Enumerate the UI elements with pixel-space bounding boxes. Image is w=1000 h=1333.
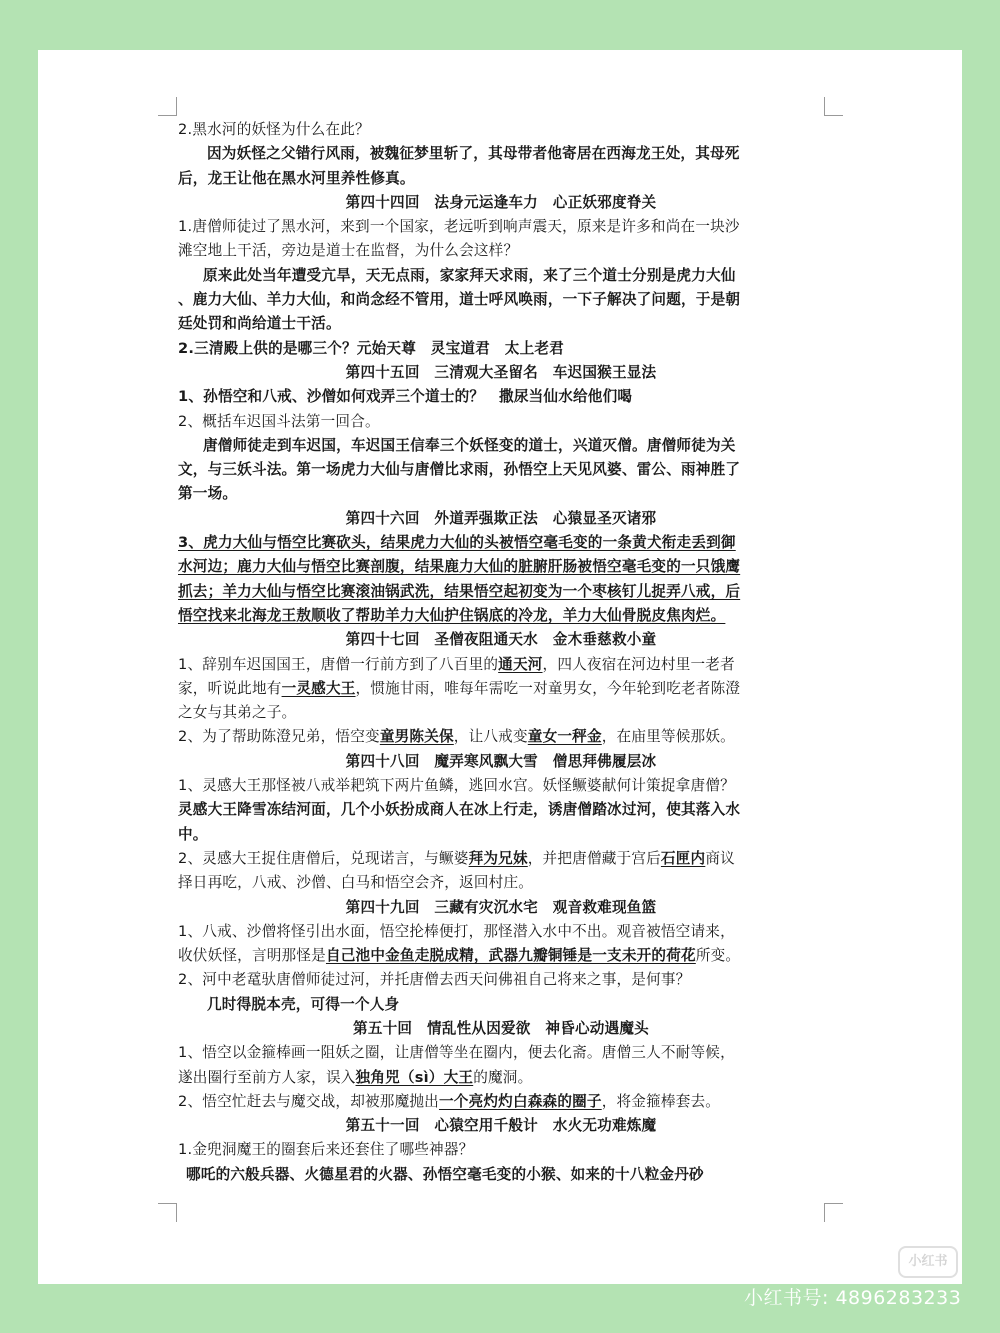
keyword: 童女一秤金 [527,728,602,746]
paragraph-line: 1、八戒、沙僧将怪引出水面，悟空抡棒便打，那怪潜入水中不出。观音被悟空请来， [178,922,735,940]
answer: 文，与三妖斗法。第一场虎力大仙与唐僧比求雨，孙悟空上天见风婆、雷公、雨神胜了 [178,461,741,479]
paragraph-line: 2、悟空忙赶去与魔交战，却被那魔抛出一个亮灼灼白森森的圈子，将金箍棒套去。 [178,1092,721,1110]
chapter-heading: 第四十四回 法身元运逢车力 心正妖邪度脊关 [345,193,657,211]
answer-underlined: 抓去；羊力大仙与悟空比赛滚油锅武洗，结果悟空起初变为一个枣核钉儿捉弄八戒，后 [178,582,741,600]
chapter-heading: 第四十五回 三清观大圣留名 车迟国猴王显法 [345,363,657,381]
answer: 廷处罚和尚给道士干活。 [178,315,341,333]
answer: 灵感大王降雪冻结河面，几个小妖扮成商人在冰上行走，诱唐僧踏冰过河，使其落入水 [178,801,741,819]
question-answer: 2.三清殿上供的是哪三个？元始天尊 灵宝道君 太上老君 [178,339,564,357]
chapter-heading: 第五十一回 心猿空用千般计 水火无功难炼魔 [345,1117,657,1135]
answer: 后，龙王让他在黑水河里养性修真。 [178,169,415,187]
question: 1.唐僧师徒过了黑水河，来到一个国家，老远听到响声震天，原来是许多和尚在一块沙 [178,218,740,236]
answer-underlined: 悟空找来北海龙王敖顺收了帮助羊力大仙护住锅底的冷龙，羊力大仙骨脱皮焦肉烂。 [178,606,726,624]
question: 2.黑水河的妖怪为什么在此？ [178,121,370,138]
answer: 哪吒的六般兵器、火德星君的火器、孙悟空毫毛变的小猴、如来的十八粒金丹砂 [186,1165,704,1183]
paragraph-line: 遂出圈行至前方人家，误入独角兕（sì）大王的魔洞。 [178,1068,533,1086]
chapter-heading: 第四十六回 外道弄强欺正法 心猿显圣灭诸邪 [345,509,657,527]
chapter-heading: 第五十回 情乱性从因爱欲 神昏心动遇魔头 [353,1019,649,1037]
paragraph-line: 1、辞别车迟国国王，唐僧一行前方到了八百里的通天河，四人夜宿在河边村里一老者 [178,655,735,673]
keyword: 一灵感大王 [281,679,356,697]
paragraph-line: 家，听说此地有一灵感大王，惯施甘雨，唯每年需吃一对童男女，今年轮到吃老者陈澄 [178,679,741,697]
paragraph-line: 1、悟空以金箍棒画一阻妖之圈，让唐僧等坐在圈内，便去化斋。唐僧三人不耐等候， [178,1044,735,1062]
keyword: 通天河 [498,655,543,673]
keyword: 自己池中金鱼走脱成精，武器九瓣铜锤是一支未开的荷花 [325,947,696,965]
keyword: 拜为兄妹 [468,849,528,867]
answer: 几时得脱本壳，可得一个人身 [207,995,400,1013]
paragraph-line: 择日再吃，八戒、沙僧、白马和悟空会齐，返回村庄。 [178,874,534,892]
answer: 唐僧师徒走到车迟国，车迟国王信奉三个妖怪变的道士，兴道灭僧。唐僧师徒为关 [203,436,736,454]
answer: 、鹿力大仙、羊力大仙，和尚念经不管用，道士呼风唤雨，一下子解决了问题，于是朝 [178,291,741,309]
question: 滩空地上干活，旁边是道士在监督，为什么会这样？ [178,242,519,260]
keyword: 独角兕（sì）大王 [355,1068,474,1086]
document-body [178,118,824,1187]
answer-underlined: 水河边；鹿力大仙与悟空比赛剖腹，结果鹿力大仙的脏腑肝肠被悟空毫毛变的一只饿鹰 [178,558,741,576]
crop-mark-top-left [158,97,177,116]
crop-mark-top-right [824,97,843,116]
keyword: 童男陈关保 [379,728,454,746]
question: 1、灵感大王那怪被八戒举耙筑下两片鱼鳞，逃回水宫。妖怪鳜婆献何计策捉拿唐僧？ [178,777,735,795]
answer-underlined: 3、虎力大仙与悟空比赛砍头，结果虎力大仙的头被悟空毫毛变的一条黄犬衔走丢到御 [178,534,736,552]
question: 2、概括车迟国斗法第一回合。 [178,412,380,430]
answer: 原来此处当年遭受亢旱，天无点雨，家家拜天求雨，来了三个道士分别是虎力大仙 [203,266,736,284]
answer: 因为妖怪之父错行风雨，被魏征梦里斩了，其母带者他寄居在西海龙王处，其母死 [207,145,740,163]
chapter-heading: 第四十九回 三藏有灾沉水宅 观音救难现鱼篮 [345,898,657,916]
paragraph-line: 2、灵感大王捉住唐僧后，兑现诺言，与鳜婆拜为兄妹，并把唐僧藏于宫后石匣内商议 [178,849,735,867]
chapter-heading: 第四十七回 圣僧夜阻通天水 金木垂慈救小童 [345,631,657,649]
question: 1.金兜洞魔王的圈套后来还套住了哪些神器？ [178,1141,474,1159]
paragraph-line: 之女与其弟之子。 [178,704,297,722]
crop-mark-bottom-left [158,1203,177,1222]
keyword: 石匣内 [660,849,706,867]
paragraph-line: 2、为了帮助陈澄兄弟，悟空变童男陈关保，让八戒变童女一秤金，在庙里等候那妖。 [178,728,735,746]
keyword: 一个亮灼灼白森森的圈子 [438,1092,602,1110]
chapter-heading: 第四十八回 魔弄寒风飘大雪 僧思拜佛履层冰 [345,752,657,770]
answer: 中。 [178,825,208,843]
crop-mark-bottom-right [824,1203,843,1222]
question: 2、河中老鼋驮唐僧师徒过河，并托唐僧去西天问佛祖自己将来之事，是何事？ [178,971,691,989]
xiaohongshu-logo: 小红书 [898,1246,958,1278]
question-answer: 1、孙悟空和八戒、沙僧如何戏弄三个道士的？ 撒尿当仙水给他们喝 [178,388,633,406]
answer: 第一场。 [178,485,238,503]
watermark-text: 小红书号: 4896283233 [744,1287,962,1309]
paragraph-line: 收伏妖怪，言明那怪是自己池中金鱼走脱成精，武器九瓣铜锤是一支未开的荷花所变。 [178,947,741,965]
